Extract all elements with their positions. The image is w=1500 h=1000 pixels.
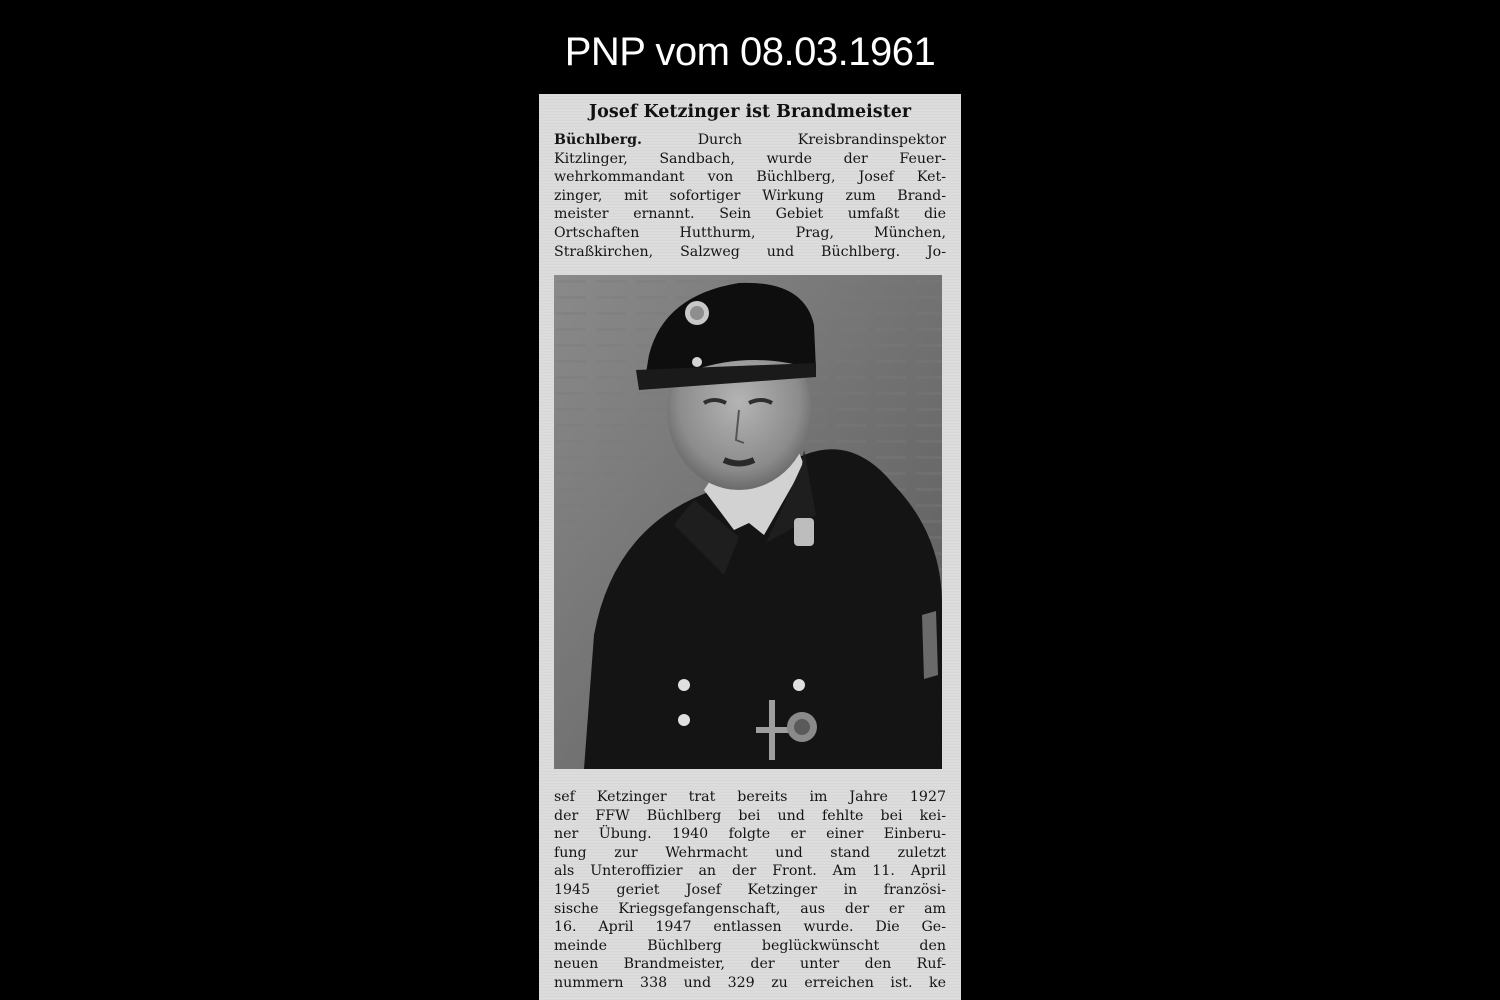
- article-dateline: Büchlberg.: [554, 132, 642, 148]
- newspaper-clipping: [539, 94, 961, 1000]
- article-line: meinde Büchlberg beglückwünscht den: [554, 937, 946, 954]
- article-line: Ortschaften Hutthurm, Prag, München,: [554, 224, 946, 241]
- article-line: der FFW Büchlberg bei und fehlte bei kei-: [554, 807, 946, 824]
- article-line: Straßkirchen, Salzweg und Büchlberg. Jo-: [554, 243, 946, 260]
- article-line: nummern 338 und 329 zu erreichen ist. ke: [554, 974, 946, 991]
- article-headline: Josef Ketzinger ist Brandmeister: [588, 102, 912, 122]
- article-line: Kitzlinger, Sandbach, wurde der Feuer-: [554, 150, 946, 167]
- article-line: 16. April 1947 entlassen wurde. Die Ge-: [554, 919, 946, 936]
- article-line: als Unteroffizier an der Front. Am 11. April: [554, 863, 946, 880]
- article-line: sef Ketzinger trat bereits im Jahre 1927: [554, 789, 946, 805]
- article-line: Büchlberg. Durch Kreisbrandinspektor: [554, 132, 946, 148]
- article-line: ner Übung. 1940 folgte er einer Einberu-: [554, 826, 946, 843]
- portrait-illustration: [554, 275, 942, 769]
- article-line: neuen Brandmeister, der unter den Ruf-: [554, 956, 946, 973]
- article-line: 1945 geriet Josef Ketzinger in französi-: [554, 881, 946, 898]
- article-line: wehrkommandant von Büchlberg, Josef Ket-: [554, 169, 946, 186]
- slide-title: PNP vom 08.03.1961: [564, 30, 936, 74]
- article-continuation: [554, 788, 946, 993]
- article-line: sische Kriegsgefangenschaft, aus der er am: [554, 900, 946, 917]
- article-line: zinger, mit sofortiger Wirkung zum Brand-: [554, 187, 946, 204]
- article-intro: [554, 131, 946, 261]
- article-line: fung zur Wehrmacht und stand zuletzt: [554, 844, 946, 861]
- article-line: meister ernannt. Sein Gebiet umfaßt die: [554, 206, 946, 223]
- portrait-photo: [554, 275, 942, 769]
